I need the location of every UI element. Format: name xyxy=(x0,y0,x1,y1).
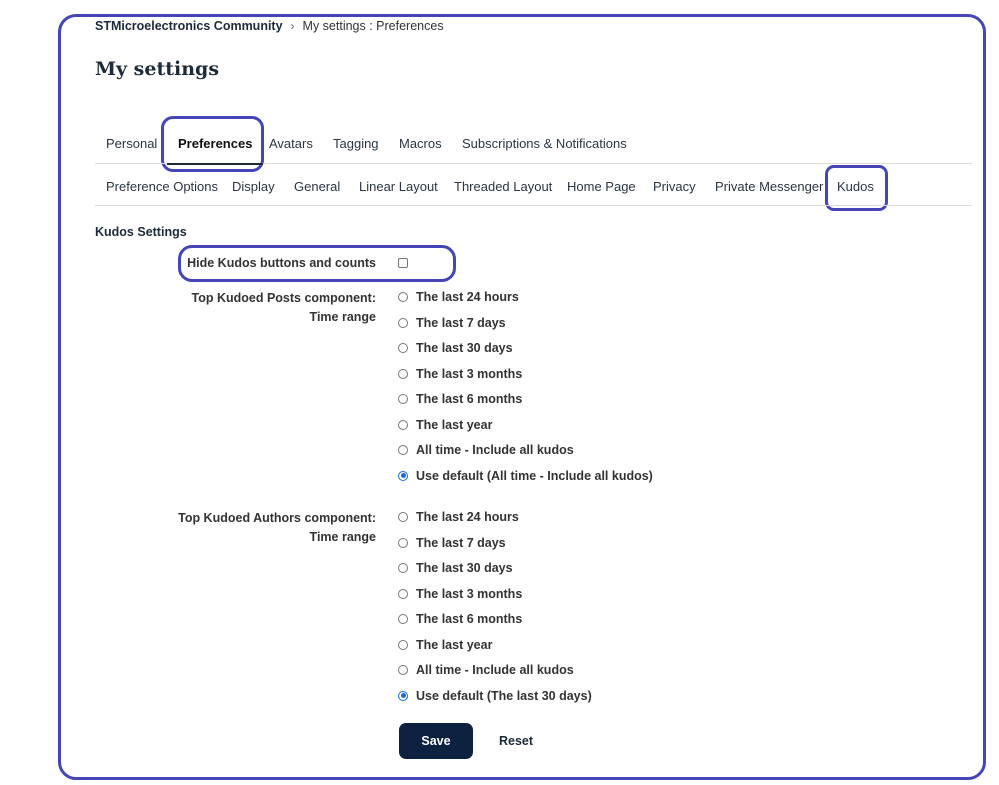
authors-range-option[interactable] xyxy=(398,636,492,654)
authors-range-option[interactable] xyxy=(398,661,574,679)
authors-range-option-label: The last 6 months xyxy=(416,612,523,626)
posts-range-label-line2: Time range xyxy=(309,310,376,324)
authors-range-option[interactable] xyxy=(398,534,506,552)
posts-range-radio[interactable] xyxy=(398,369,408,379)
posts-range-option[interactable] xyxy=(398,441,574,459)
subtab-display[interactable]: Display xyxy=(232,179,275,194)
posts-range-radio[interactable] xyxy=(398,318,408,328)
primary-tabs xyxy=(95,124,972,164)
posts-range-label-line1: Top Kudoed Posts component: xyxy=(191,291,376,305)
posts-range-option-label: All time - Include all kudos xyxy=(416,443,574,457)
subtab-general[interactable]: General xyxy=(294,179,341,194)
authors-range-label-line1: Top Kudoed Authors component: xyxy=(178,511,376,525)
posts-range-option[interactable] xyxy=(398,467,653,485)
posts-range-option[interactable] xyxy=(398,339,513,357)
posts-range-option-label: Use default (All time - Include all kudos) xyxy=(416,468,653,483)
tab-macros[interactable]: Macros xyxy=(399,136,442,151)
breadcrumb xyxy=(95,19,444,33)
authors-range-option-label: The last year xyxy=(416,637,493,652)
tab-subscriptions-notifications[interactable]: Subscriptions & Notifications xyxy=(462,136,627,151)
section-title: Kudos Settings xyxy=(95,225,187,239)
breadcrumb-root-link[interactable]: STMicroelectronics Community xyxy=(95,19,283,33)
authors-range-label-line2: Time range xyxy=(309,530,376,544)
posts-range-label xyxy=(192,289,376,327)
authors-range-option-label: The last 24 hours xyxy=(416,510,519,524)
posts-range-option[interactable] xyxy=(398,390,522,408)
authors-range-radio[interactable] xyxy=(398,563,408,573)
posts-range-option[interactable] xyxy=(398,365,522,383)
subtab-private-messenger[interactable]: Private Messenger xyxy=(715,179,824,194)
authors-range-option-label: All time - Include all kudos xyxy=(416,663,574,677)
posts-range-option-label: The last 24 hours xyxy=(416,290,519,304)
posts-range-option-label: The last 7 days xyxy=(416,315,506,330)
posts-range-radio[interactable] xyxy=(398,445,408,455)
posts-range-radio[interactable] xyxy=(398,471,408,481)
authors-range-radio[interactable] xyxy=(398,691,408,701)
authors-range-radio[interactable] xyxy=(398,665,408,675)
hide-kudos-checkbox[interactable] xyxy=(398,258,408,268)
breadcrumb-current: My settings : Preferences xyxy=(302,19,444,33)
secondary-tabs xyxy=(95,168,972,206)
posts-range-option[interactable] xyxy=(398,288,519,306)
save-button[interactable]: Save xyxy=(399,723,473,759)
subtab-privacy[interactable]: Privacy xyxy=(653,179,696,194)
posts-range-option-label: The last 30 days xyxy=(416,341,513,355)
authors-range-option[interactable] xyxy=(398,585,522,603)
tab-avatars[interactable]: Avatars xyxy=(269,136,313,151)
authors-range-radio[interactable] xyxy=(398,589,408,599)
authors-range-option[interactable] xyxy=(398,687,592,705)
subtab-threaded-layout[interactable]: Threaded Layout xyxy=(454,179,553,194)
posts-range-radio[interactable] xyxy=(398,394,408,404)
reset-button[interactable]: Reset xyxy=(487,723,545,759)
posts-range-option-label: The last 3 months xyxy=(416,366,523,381)
authors-range-radio[interactable] xyxy=(398,538,408,548)
tab-preferences[interactable]: Preferences xyxy=(178,124,252,164)
authors-range-option-label: The last 7 days xyxy=(416,535,506,550)
subtab-preference-options[interactable]: Preference Options xyxy=(106,179,219,194)
authors-range-option-label: The last 3 months xyxy=(416,586,523,601)
authors-range-option[interactable] xyxy=(398,508,519,526)
page-title: My settings xyxy=(95,58,220,80)
authors-range-option-label: The last 30 days xyxy=(416,561,513,575)
posts-range-radio[interactable] xyxy=(398,292,408,302)
posts-range-radio[interactable] xyxy=(398,420,408,430)
subtab-kudos[interactable]: Kudos xyxy=(837,179,874,194)
posts-range-option[interactable] xyxy=(398,314,506,332)
posts-range-radio[interactable] xyxy=(398,343,408,353)
authors-range-radio[interactable] xyxy=(398,640,408,650)
tab-personal[interactable]: Personal xyxy=(106,136,158,151)
authors-range-label xyxy=(178,509,376,547)
authors-range-radio[interactable] xyxy=(398,512,408,522)
authors-range-radio[interactable] xyxy=(398,614,408,624)
authors-range-option[interactable] xyxy=(398,610,522,628)
posts-range-option[interactable] xyxy=(398,416,492,434)
tab-tagging[interactable]: Tagging xyxy=(333,136,379,151)
subtab-home-page[interactable]: Home Page xyxy=(567,179,636,194)
authors-range-option-label: Use default (The last 30 days) xyxy=(416,688,592,703)
authors-range-option[interactable] xyxy=(398,559,513,577)
posts-range-option-label: The last year xyxy=(416,417,493,432)
posts-range-option-label: The last 6 months xyxy=(416,392,523,406)
hide-kudos-label: Hide Kudos buttons and counts xyxy=(187,256,376,270)
breadcrumb-separator: › xyxy=(290,19,295,33)
subtab-linear-layout[interactable]: Linear Layout xyxy=(359,179,438,194)
